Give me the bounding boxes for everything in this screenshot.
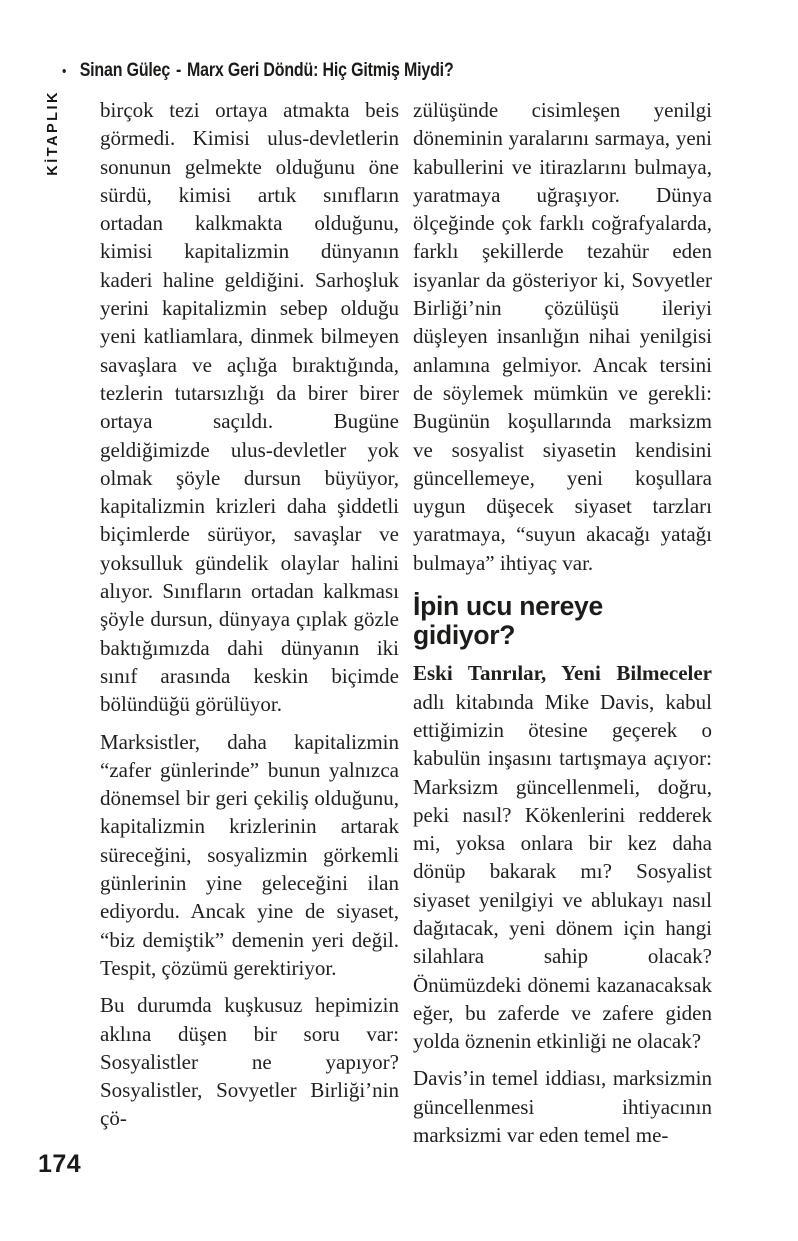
- right-column: [413, 96, 712, 1149]
- paragraph: birçok tezi ortaya atmakta beis görmedi. Kimisi ulus-devletlerin sonunun gelmekte olduğunu öne sürdü, kimisi artık sınıfların ortadan kalkmakta olduğunu, kimisi kapitalizmin dünyanın kaderi haline geldiğini. Sarhoşluk yerini kapitalizmin sebep olduğu yeni katliamlara, dinmek bilmeyen savaşlara ve açlığa bıraktığında, tezlerin tutarsızlığı da birer birer ortaya saçıldı. Bugüne geldiğimizde ulus-devletler yok olmak şöyle dursun büyüyor, kapitalizmin krizleri daha şiddetli biçimlerde sürüyor, savaşlar ve yoksulluk gündelik olaylar halini alıyor. Sınıfların ortadan kalkması şöyle dursun, dünyaya çıplak gözle baktığımızda dahi dünyanın iki sınıf arasında keskin biçimde bölündüğü görülüyor.: [100, 98, 399, 717]
- section-heading: İpin ucu nereye gidiyor?: [413, 591, 603, 651]
- paragraph-continuation: zülüşünde cisimleşen yenilgi döneminin yaralarını sarmaya, yeni kabullerini ve itirazlarını bulmaya, yaratmaya uğraşıyor. Dünya ölçeğinde çok farklı coğrafyalarda, farklı şekillerde tezahür eden isyanlar da gösteriyor ki, Sovyetler Birliği’nin çözülüşü ileriyi düşleyen insanlığın nihai yenilgisi anlamına gelmiyor. Ancak tersini de söylemek mümkün ve gerekli: Bugünün koşullarında marksizm ve sosyalist siyasetin kendisini güncellemeye, yeni koşullara uygun düşecek siyaset tarzları yaratmaya, “suyun akacağı yatağı bulmaya” ihtiyaç var.: [413, 98, 712, 575]
- running-header: [62, 60, 454, 82]
- header-bullet-icon: •: [62, 62, 67, 80]
- header-separator: -: [175, 60, 182, 81]
- paragraph: Marksistler, daha kapitalizmin “zafer günlerinde” bunun yalnızca dönemsel bir geri çekiliş olduğunu, kapitalizmin krizlerinin artarak süreceğini, sosyalizmin görkemli günlerinin yine geleceğini ilan ediyordu. Ancak yine de siyaset, “biz demiştik” demenin yeri değil. Tespit, çözümü gerektiriyor.: [100, 729, 399, 980]
- section-label-kitaplik: KİTAPLIK: [45, 90, 61, 176]
- cited-book-title: Eski Tanrılar, Yeni Bilmeceler: [413, 661, 712, 686]
- paragraph-with-lead: [413, 659, 712, 1055]
- header-book-title: Marx Geri Döndü: Hiç Gitmiş Miydi?: [187, 60, 454, 81]
- header-author: Sinan Güleç: [79, 60, 171, 81]
- paragraph-text: adlı kitabında Mike Davis, kabul ettiğimizin ötesine geçerek o kabulün inşasını tartışmaya açıyor: Marksizm güncellenmeli, doğru, peki nasıl? Kökenlerini redderek mi, yoksa onlara bir kez daha dönüp bakarak mı? Sosyalist siyaset yenilgiyi ve ablukayı nasıl dağıtacak, yeni dönem için hangi silahlara sahip olacak? Önümüzdeki dönemi kazanacaksak eğer, bu zaferde ve zafere giden yolda öznenin etkinliği ne olacak?: [413, 689, 712, 1054]
- page-number: 174: [38, 1150, 82, 1178]
- article-body: [100, 96, 712, 1149]
- left-column: [100, 96, 399, 1149]
- paragraph: Davis’in temel iddiası, marksizmin güncellenmesi ihtiyacının marksizmi var eden temel me-: [413, 1066, 712, 1148]
- paragraph: Bu durumda kuşkusuz hepimizin aklına düşen bir soru var: Sosyalistler ne yapıyor? Sosyalistler, Sovyetler Birliği’nin çö-: [100, 993, 399, 1131]
